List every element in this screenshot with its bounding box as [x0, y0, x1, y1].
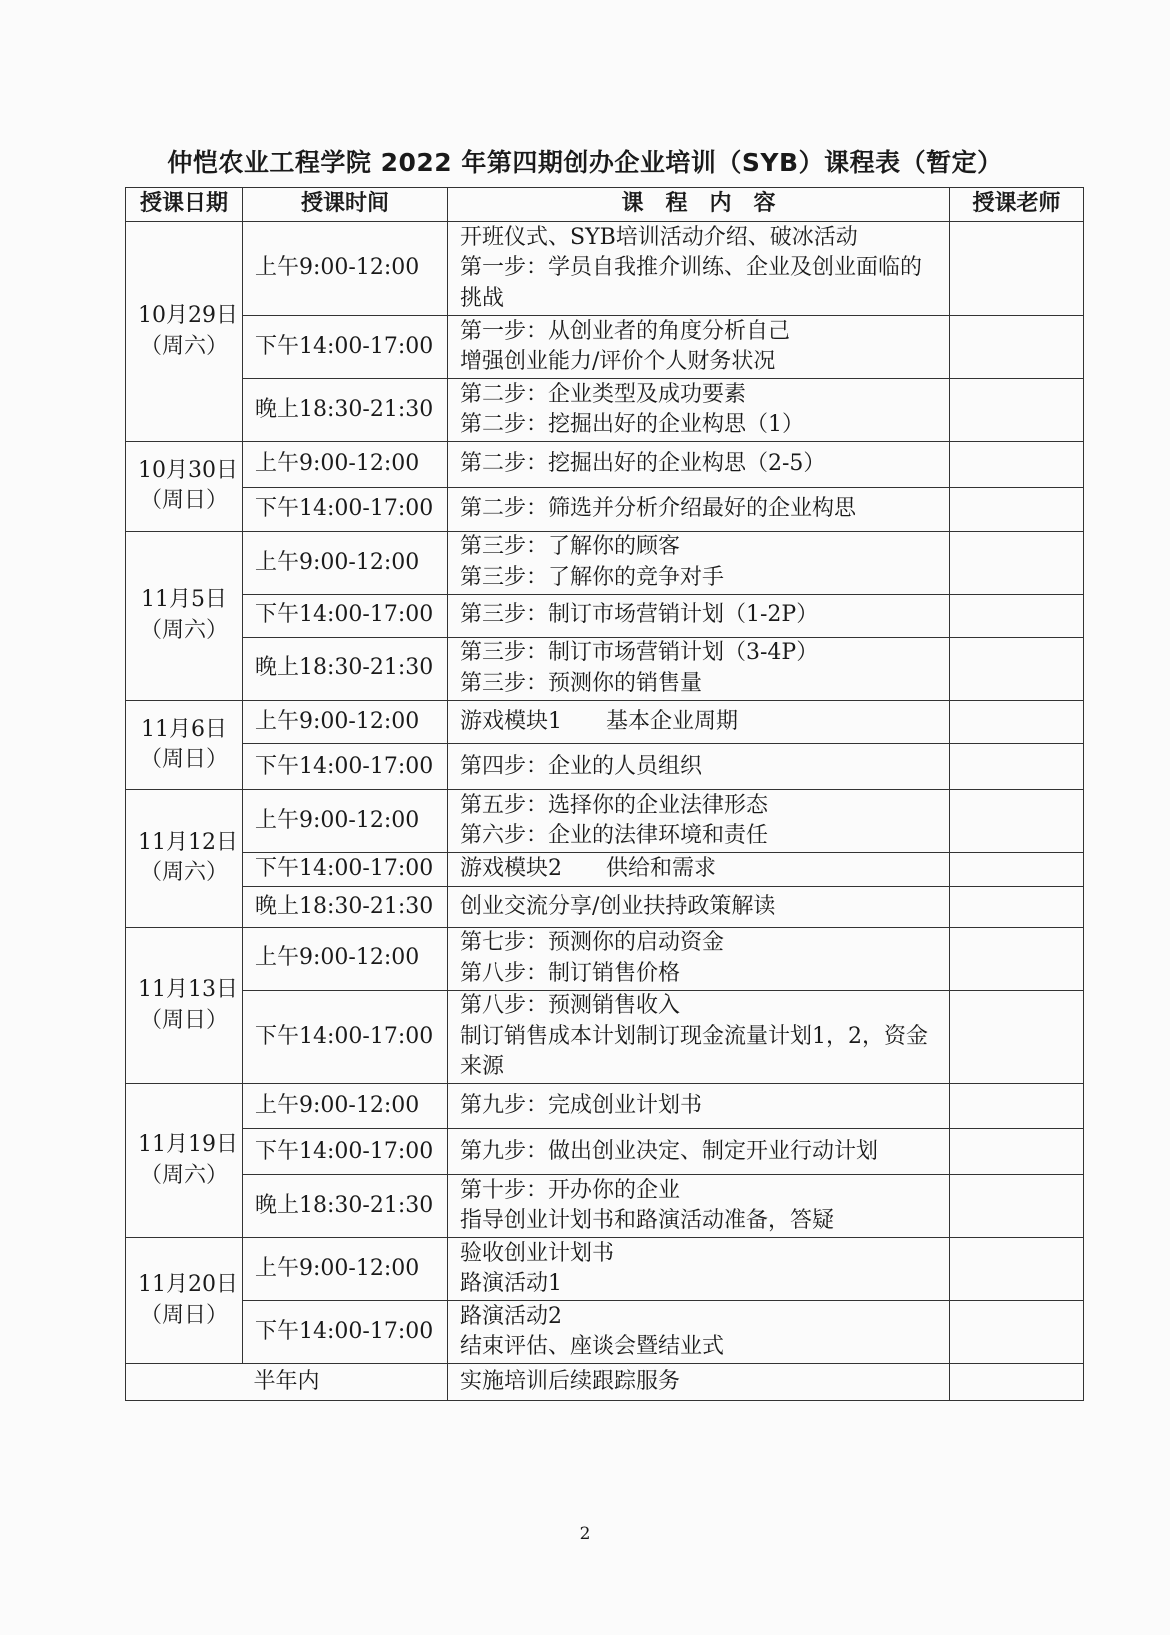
table-row	[126, 744, 1084, 790]
follow-up-period: 半年内	[126, 1364, 448, 1401]
date-label: 11月20日	[138, 1272, 238, 1298]
session-content	[448, 531, 950, 594]
session-content	[448, 1175, 950, 1238]
session-content	[448, 886, 950, 927]
session-time: 上午9:00-12:00	[243, 531, 448, 594]
content-line: 创业交流分享/创业扶持政策解读	[460, 893, 776, 919]
session-content	[448, 744, 950, 790]
date-label: 10月29日	[138, 303, 238, 329]
teacher-cell	[950, 1238, 1084, 1301]
session-content	[448, 990, 950, 1084]
session-content	[448, 487, 950, 531]
document-title: 仲恺农业工程学院 2022 年第四期创办企业培训（SYB）课程表（暂定）	[167, 148, 1003, 177]
session-time: 上午9:00-12:00	[243, 442, 448, 488]
follow-up-content: 实施培训后续跟踪服务	[448, 1364, 950, 1401]
header-time: 授课时间	[243, 188, 448, 222]
follow-up-row	[126, 1364, 1084, 1401]
teacher-cell	[950, 1129, 1084, 1175]
weekday-label: （周日）	[139, 1007, 228, 1033]
content-line: 结束评估、座谈会暨结业式	[460, 1334, 725, 1360]
header-row	[126, 188, 1084, 222]
session-time: 晚上18:30-21:30	[243, 637, 448, 700]
teacher-cell	[950, 790, 1084, 853]
session-content	[448, 637, 950, 700]
session-time: 晚上18:30-21:30	[243, 1175, 448, 1238]
content-line: 指导创业计划书和路演活动准备，答疑	[460, 1208, 835, 1234]
table-row	[126, 531, 1084, 594]
date-label: 11月5日	[141, 587, 227, 613]
date-cell	[126, 1084, 243, 1238]
session-content	[448, 315, 950, 378]
content-line: 第九步：做出创业决定、制定开业行动计划	[460, 1138, 879, 1164]
session-time: 下午14:00-17:00	[243, 1301, 448, 1364]
session-time: 上午9:00-12:00	[243, 1084, 448, 1129]
teacher-cell	[950, 222, 1084, 316]
teacher-cell	[950, 1084, 1084, 1129]
teacher-cell	[950, 531, 1084, 594]
date-cell	[126, 222, 243, 442]
content-line: 验收创业计划书	[460, 1240, 615, 1266]
content-line: 第三步：制订市场营销计划（3-4P）	[460, 640, 819, 666]
weekday-label: （周六）	[139, 1162, 228, 1188]
teacher-cell	[950, 487, 1084, 531]
session-time: 晚上18:30-21:30	[243, 378, 448, 441]
header-content: 课 程 内 容	[448, 188, 950, 222]
session-time: 上午9:00-12:00	[243, 1238, 448, 1301]
date-cell	[126, 442, 243, 532]
session-content	[448, 1084, 950, 1129]
session-time: 上午9:00-12:00	[243, 927, 448, 990]
table-row	[126, 1129, 1084, 1175]
content-line: 第八步：预测销售收入	[460, 993, 681, 1019]
content-line: 第一步：从创业者的角度分析自己	[460, 318, 791, 344]
table-row	[126, 790, 1084, 853]
date-cell	[126, 1238, 243, 1364]
session-time: 上午9:00-12:00	[243, 700, 448, 744]
table-row	[126, 378, 1084, 441]
table-row	[126, 853, 1084, 887]
table-row	[126, 222, 1084, 316]
header-teacher: 授课老师	[950, 188, 1084, 222]
page-number: 2	[579, 1524, 591, 1544]
table-row	[126, 1301, 1084, 1364]
session-content	[448, 378, 950, 441]
teacher-cell	[950, 1301, 1084, 1364]
session-content	[448, 1129, 950, 1175]
table-row	[126, 442, 1084, 488]
teacher-cell	[950, 637, 1084, 700]
table-row	[126, 700, 1084, 744]
date-cell	[126, 927, 243, 1084]
content-line: 第四步：企业的人员组织	[460, 753, 703, 779]
session-content	[448, 1301, 950, 1364]
content-line: 第三步：了解你的顾客	[460, 534, 681, 560]
session-time: 晚上18:30-21:30	[243, 886, 448, 927]
table-row	[126, 1084, 1084, 1129]
date-label: 11月6日	[141, 716, 227, 742]
weekday-label: （周六）	[139, 860, 228, 886]
session-content	[448, 594, 950, 637]
session-content	[448, 790, 950, 853]
session-time: 上午9:00-12:00	[243, 790, 448, 853]
table-row	[126, 594, 1084, 637]
teacher-cell	[950, 315, 1084, 378]
session-time: 上午9:00-12:00	[243, 222, 448, 316]
content-line: 第九步：完成创业计划书	[460, 1093, 703, 1119]
table-row	[126, 637, 1084, 700]
session-time: 下午14:00-17:00	[243, 990, 448, 1084]
teacher-cell	[950, 744, 1084, 790]
weekday-label: （周日）	[139, 1302, 228, 1328]
content-line: 制订销售成本计划制订现金流量计划1，2，资金来源	[460, 1023, 928, 1080]
teacher-cell	[950, 1175, 1084, 1238]
content-line: 游戏模块2 供给和需求	[460, 856, 716, 882]
table-row	[126, 990, 1084, 1084]
teacher-cell	[950, 1364, 1084, 1401]
content-line: 第三步：预测你的销售量	[460, 670, 703, 696]
content-line: 第八步：制订销售价格	[460, 960, 681, 986]
session-time: 下午14:00-17:00	[243, 1129, 448, 1175]
table-row	[126, 315, 1084, 378]
session-content	[448, 442, 950, 488]
content-line: 路演活动1	[460, 1271, 562, 1297]
content-line: 第二步：筛选并分析介绍最好的企业构思	[460, 496, 857, 522]
date-label: 10月30日	[138, 458, 238, 484]
content-line: 第三步：制订市场营销计划（1-2P）	[460, 602, 819, 628]
date-label: 11月19日	[138, 1132, 238, 1158]
session-content	[448, 853, 950, 887]
weekday-label: （周日）	[139, 746, 228, 772]
date-cell	[126, 790, 243, 927]
session-content	[448, 1238, 950, 1301]
session-time: 下午14:00-17:00	[243, 744, 448, 790]
teacher-cell	[950, 853, 1084, 887]
table-row	[126, 487, 1084, 531]
content-line: 路演活动2	[460, 1303, 562, 1329]
table-row	[126, 1175, 1084, 1238]
content-line: 第二步：企业类型及成功要素	[460, 381, 747, 407]
teacher-cell	[950, 594, 1084, 637]
content-line: 开班仪式、SYB培训活动介绍、破冰活动	[460, 224, 858, 250]
schedule-table	[125, 187, 1084, 1401]
teacher-cell	[950, 442, 1084, 488]
content-line: 第七步：预测你的启动资金	[460, 930, 725, 956]
session-content	[448, 927, 950, 990]
content-line: 第三步：了解你的竞争对手	[460, 564, 725, 590]
teacher-cell	[950, 886, 1084, 927]
teacher-cell	[950, 700, 1084, 744]
content-line: 第五步：选择你的企业法律形态	[460, 792, 769, 818]
teacher-cell	[950, 378, 1084, 441]
table-row	[126, 886, 1084, 927]
content-line: 第二步：挖掘出好的企业构思（2-5）	[460, 451, 826, 477]
teacher-cell	[950, 990, 1084, 1084]
date-cell	[126, 700, 243, 790]
weekday-label: （周日）	[139, 488, 228, 514]
header-date: 授课日期	[126, 188, 243, 222]
date-label: 11月12日	[138, 830, 238, 856]
content-line: 增强创业能力/评价个人财务状况	[460, 348, 776, 374]
session-time: 下午14:00-17:00	[243, 315, 448, 378]
date-label: 11月13日	[138, 977, 238, 1003]
teacher-cell	[950, 927, 1084, 990]
content-line: 第二步：挖掘出好的企业构思（1）	[460, 411, 804, 437]
date-cell	[126, 531, 243, 700]
session-content	[448, 222, 950, 316]
content-line: 第一步：学员自我推介训练、企业及创业面临的挑战	[460, 255, 923, 311]
content-line: 第十步：开办你的企业	[460, 1177, 681, 1203]
session-content	[448, 700, 950, 744]
session-time: 下午14:00-17:00	[243, 487, 448, 531]
session-time: 下午14:00-17:00	[243, 594, 448, 637]
content-line: 第六步：企业的法律环境和责任	[460, 823, 769, 849]
schedule-body	[126, 222, 1084, 1401]
session-time: 下午14:00-17:00	[243, 853, 448, 887]
weekday-label: （周六）	[139, 333, 228, 359]
weekday-label: （周六）	[139, 617, 228, 643]
content-line: 游戏模块1 基本企业周期	[460, 708, 738, 734]
table-row	[126, 927, 1084, 990]
table-row	[126, 1238, 1084, 1301]
